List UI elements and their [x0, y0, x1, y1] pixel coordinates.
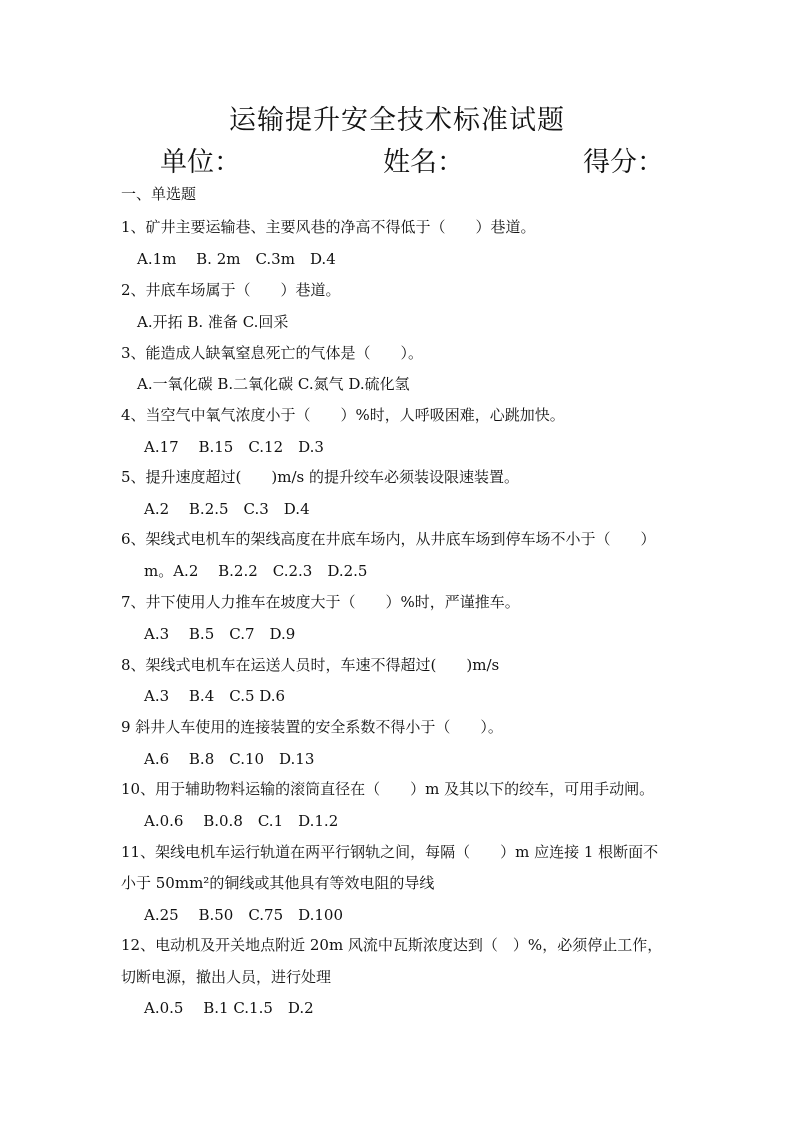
- question-6: 6、架线式电机车的架线高度在井底车场内，从井底车场到停车场不小于（ ）: [121, 530, 656, 548]
- question-11-continuation: 小于 50mm²的铜线或其他具有等效电阻的导线: [121, 874, 435, 892]
- question-1: 1、矿井主要运输巷、主要风巷的净高不得低于（ ）巷道。: [121, 218, 536, 236]
- options-10: A.0.6 B.0.8 C.1 D.1.2: [144, 812, 339, 830]
- question-12: 12、电动机及开关地点附近 20m 风流中瓦斯浓度达到（ ）%，必须停止工作，: [121, 936, 663, 954]
- options-7: A.3 B.5 C.7 D.9: [144, 625, 296, 643]
- options-11: A.25 B.50 C.75 D.100: [144, 906, 344, 924]
- unit-label: 单位：: [160, 147, 241, 178]
- score-label: 得分：: [583, 147, 664, 178]
- options-12: A.0.5 B.1 C.1.5 D.2: [144, 999, 314, 1017]
- question-9: 9 斜井人车使用的连接装置的安全系数不得小于（ ）。: [121, 718, 503, 736]
- section-heading: 一、单选题: [121, 185, 197, 203]
- options-8: A.3 B.4 C.5 D.6: [144, 687, 286, 705]
- options-1: A.1m B. 2m C.3m D.4: [137, 250, 336, 268]
- header-fields: [0, 140, 794, 180]
- question-12-continuation: 切断电源，撤出人员，进行处理: [121, 968, 332, 986]
- options-4: A.17 B.15 C.12 D.3: [144, 438, 324, 456]
- question-10: 10、用于辅助物料运输的滚筒直径在（ ）m 及其以下的绞车，可用手动闸。: [121, 780, 655, 798]
- question-5: 5、提升速度超过( )m/s 的提升绞车必须装设限速装置。: [121, 468, 519, 486]
- question-6-continuation: m。A.2 B.2.2 C.2.3 D.2.5: [144, 562, 368, 580]
- options-2: A.开拓 B. 准备 C.回采: [137, 313, 289, 331]
- options-9: A.6 B.8 C.10 D.13: [144, 750, 315, 768]
- question-4: 4、当空气中氧气浓度小于（ ）%时，人呼吸困难，心跳加快。: [121, 406, 565, 424]
- question-3: 3、能造成人缺氧窒息死亡的气体是（ ）。: [121, 344, 424, 362]
- name-label: 姓名：: [383, 147, 464, 178]
- page-title: 运输提升安全技术标准试题: [229, 105, 565, 136]
- question-7: 7、井下使用人力推车在坡度大于（ ）%时，严谨推车。: [121, 593, 520, 611]
- options-3: A.一氧化碳 B.二氧化碳 C.氮气 D.硫化氢: [137, 375, 410, 393]
- options-5: A.2 B.2.5 C.3 D.4: [144, 500, 310, 518]
- question-8: 8、架线式电机车在运送人员时，车速不得超过( )m/s: [121, 656, 500, 674]
- question-2: 2、井底车场属于（ ）巷道。: [121, 281, 341, 299]
- question-11: 11、架线电机车运行轨道在两平行钢轨之间，每隔（ ）m 应连接 1 根断面不: [121, 843, 659, 861]
